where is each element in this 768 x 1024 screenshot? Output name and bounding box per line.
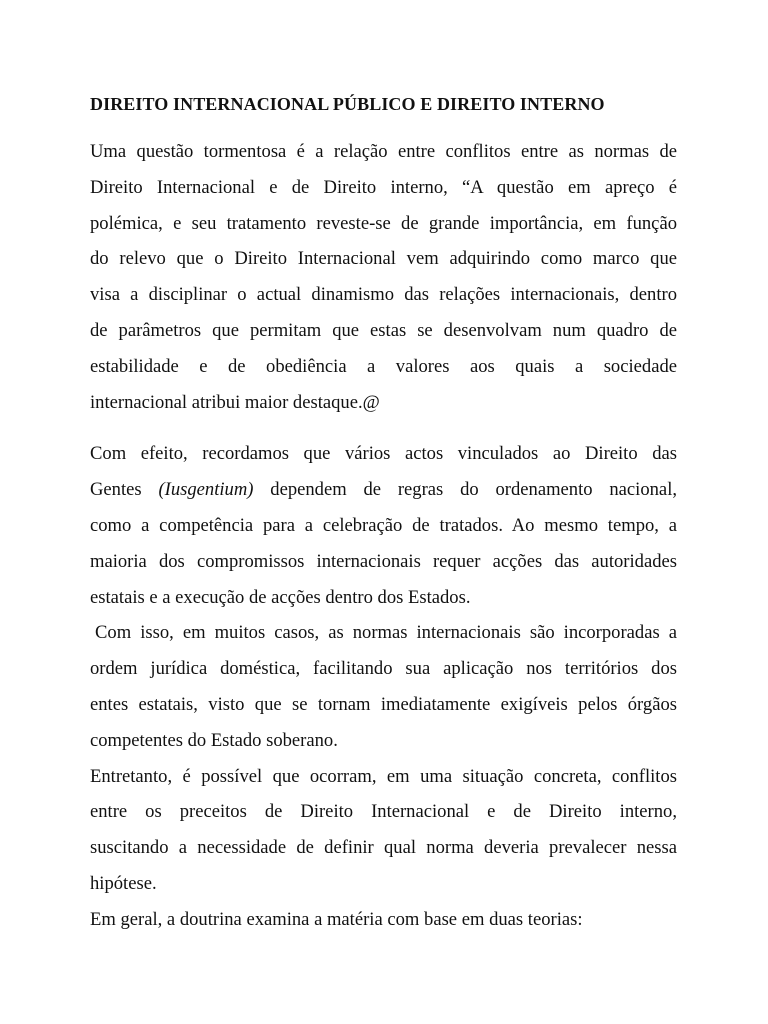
text-segment: Gentes bbox=[90, 479, 159, 501]
text-line: polémica, e seu tratamento reveste-se de grande importância, em função bbox=[90, 212, 677, 234]
document-page bbox=[90, 92, 677, 938]
text-line: Entretanto, é possível que ocorram, em uma situação concreta, conflitos bbox=[90, 765, 677, 787]
paragraph-3 bbox=[90, 615, 677, 758]
text-line: competentes do Estado soberano. bbox=[90, 729, 338, 751]
text-line: como a competência para a celebração de tratados. Ao mesmo tempo, a bbox=[90, 514, 677, 536]
text-line: Com efeito, recordamos que vários actos vinculados ao Direito das bbox=[90, 443, 677, 465]
paragraph-4 bbox=[90, 759, 677, 902]
paragraph-1 bbox=[90, 134, 677, 420]
text-line: hipótese. bbox=[90, 872, 157, 894]
text-line: entes estatais, visto que se tornam imediatamente exigíveis pelos órgãos bbox=[90, 693, 677, 715]
paragraph-5 bbox=[90, 902, 677, 938]
text-line: Com isso, em muitos casos, as normas internacionais são incorporadas a bbox=[95, 622, 677, 644]
italic-term: (Iusgentium) bbox=[158, 479, 254, 501]
text-line: do relevo que o Direito Internacional vem adquirindo como marco que bbox=[90, 248, 677, 270]
text-line-with-italic bbox=[90, 472, 677, 508]
text-line: visa a disciplinar o actual dinamismo das relações internacionais, dentro bbox=[90, 284, 677, 306]
text-line: Em geral, a doutrina examina a matéria com base em duas teorias: bbox=[90, 908, 583, 930]
text-line: Uma questão tormentosa é a relação entre conflitos entre as normas de bbox=[90, 141, 677, 162]
text-segment: dependem de regras do ordenamento nacional, bbox=[253, 479, 678, 501]
text-line: entre os preceitos de Direito Internacional e de Direito interno, bbox=[90, 801, 677, 823]
text-line: estabilidade e de obediência a valores aos quais a sociedade bbox=[90, 355, 677, 377]
text-line: internacional atribui maior destaque.@ bbox=[90, 391, 380, 413]
text-line: ordem jurídica doméstica, facilitando sua aplicação nos territórios dos bbox=[90, 658, 677, 680]
text-line: suscitando a necessidade de definir qual norma deveria prevalecer nessa bbox=[90, 837, 677, 859]
document-title: DIREITO INTERNACIONAL PÚBLICO E DIREITO INTERNO bbox=[90, 94, 605, 114]
paragraph-2 bbox=[90, 436, 677, 615]
text-line: de parâmetros que permitam que estas se desenvolvam num quadro de bbox=[90, 319, 677, 341]
text-line: Direito Internacional e de Direito interno, “A questão em apreço é bbox=[90, 176, 677, 198]
text-line: estatais e a execução de acções dentro dos Estados. bbox=[90, 586, 471, 608]
text-line: maioria dos compromissos internacionais requer acções das autoridades bbox=[90, 550, 677, 572]
